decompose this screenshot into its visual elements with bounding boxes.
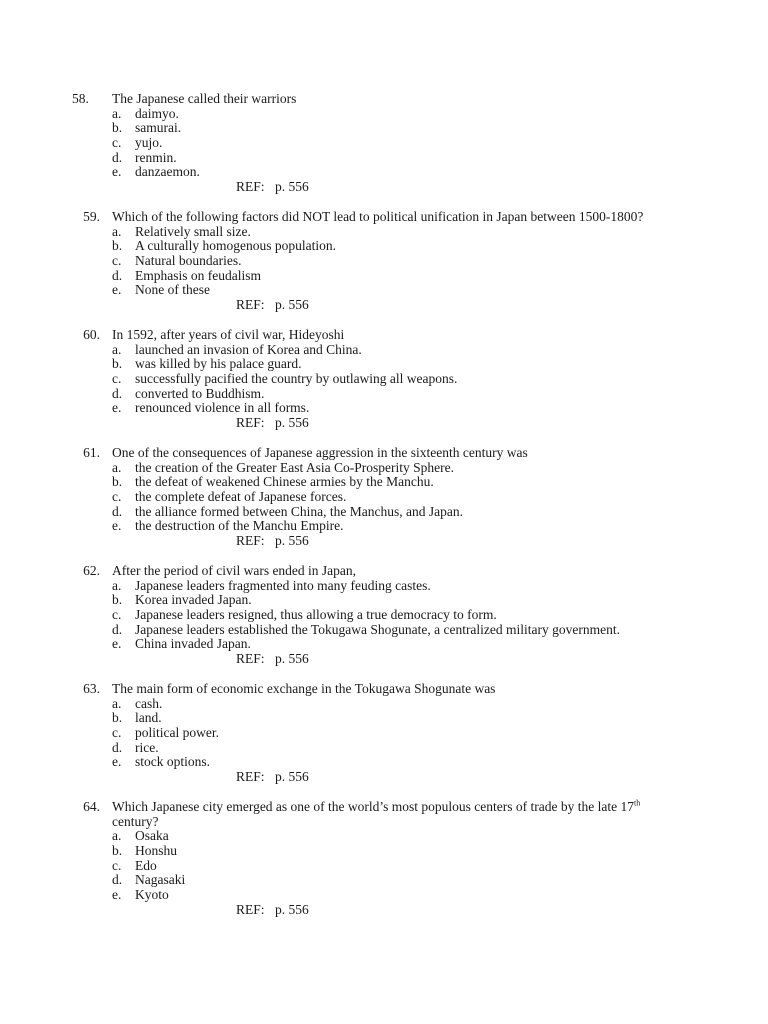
option-letter: a. [112, 577, 122, 593]
option-text: was killed by his palace guard. [135, 356, 302, 372]
option-letter: d. [112, 385, 123, 401]
option-text: None of these [135, 282, 210, 298]
option-text: converted to Buddhism. [135, 385, 265, 401]
option-text: Natural boundaries. [135, 253, 242, 269]
reference [0, 180, 768, 195]
option-text: Honshu [135, 843, 178, 859]
question-text: Which of the following factors did NOT lead to political unification in Japan between 1500-1800? [112, 209, 644, 224]
question-59 [0, 210, 768, 313]
option-b [0, 121, 768, 136]
option-e [0, 283, 768, 298]
ref-page: p. 556 [275, 415, 309, 431]
option-letter: c. [112, 253, 122, 269]
option-text: China invaded Japan. [135, 636, 251, 652]
option-d [0, 873, 768, 888]
ref-label: REF: [236, 415, 265, 431]
question-text: The Japanese called their warriors [112, 91, 297, 106]
reference [0, 903, 768, 918]
ref-label: REF: [236, 901, 265, 917]
option-letter: e. [112, 518, 122, 534]
option-letter: b. [112, 843, 123, 859]
option-letter: c. [112, 135, 122, 151]
option-letter: b. [112, 474, 123, 490]
option-c [0, 254, 768, 269]
option-letter: e. [112, 887, 122, 903]
option-a [0, 343, 768, 358]
option-d [0, 623, 768, 638]
ref-page: p. 556 [275, 297, 309, 313]
option-text: A culturally homogenous population. [135, 238, 336, 254]
option-letter: d. [112, 503, 123, 519]
option-text: Japanese leaders resigned, thus allowing a true democracy to form. [135, 607, 497, 623]
option-b [0, 593, 768, 608]
option-letter: a. [112, 105, 122, 121]
question-number: 61. [83, 445, 100, 460]
option-letter: d. [112, 267, 123, 283]
question-63 [0, 682, 768, 785]
option-letter: d. [112, 621, 123, 637]
option-d [0, 505, 768, 520]
option-text: Edo [135, 857, 157, 873]
option-letter: c. [112, 725, 122, 741]
option-text: renmin. [135, 149, 177, 165]
question-58 [0, 92, 768, 195]
ref-label: REF: [236, 651, 265, 667]
option-letter: e. [112, 164, 122, 180]
reference [0, 652, 768, 667]
option-c [0, 726, 768, 741]
ref-label: REF: [236, 533, 265, 549]
option-letter: b. [112, 120, 123, 136]
reference [0, 534, 768, 549]
question-text: In 1592, after years of civil war, Hideyoshi [112, 327, 345, 342]
option-d [0, 387, 768, 402]
reference [0, 416, 768, 431]
option-a [0, 829, 768, 844]
option-c [0, 136, 768, 151]
question-61 [0, 446, 768, 549]
option-letter: d. [112, 739, 123, 755]
option-letter: b. [112, 710, 123, 726]
question-64 [0, 800, 768, 918]
option-letter: d. [112, 149, 123, 165]
ref-label: REF: [236, 769, 265, 785]
superscript: th [633, 798, 641, 808]
ref-page: p. 556 [275, 179, 309, 195]
option-letter: c. [112, 607, 122, 623]
option-text: the defeat of weakened Chinese armies by the Manchu. [135, 474, 434, 490]
option-c [0, 608, 768, 623]
option-letter: a. [112, 695, 122, 711]
option-c [0, 372, 768, 387]
option-text: Korea invaded Japan. [135, 592, 252, 608]
option-text: Japanese leaders established the Tokugawa Shogunate, a centralized military government. [135, 621, 621, 637]
option-text: stock options. [135, 754, 211, 770]
option-d [0, 151, 768, 166]
option-letter: b. [112, 238, 123, 254]
option-text: yujo. [135, 135, 163, 151]
option-letter: a. [112, 341, 122, 357]
option-letter: e. [112, 400, 122, 416]
question-text: One of the consequences of Japanese aggression in the sixteenth century was [112, 445, 528, 460]
option-text: the complete defeat of Japanese forces. [135, 489, 347, 505]
question-number: 60. [83, 327, 100, 342]
option-text: Relatively small size. [135, 223, 251, 239]
option-text: daimyo. [135, 105, 179, 121]
option-text: rice. [135, 739, 159, 755]
option-letter: e. [112, 754, 122, 770]
ref-label: REF: [236, 297, 265, 313]
option-a [0, 579, 768, 594]
option-d [0, 269, 768, 284]
option-a [0, 225, 768, 240]
option-e [0, 165, 768, 180]
question-number: 64. [83, 799, 100, 814]
option-e [0, 888, 768, 903]
option-a [0, 107, 768, 122]
option-letter: e. [112, 282, 122, 298]
question-number: 59. [83, 209, 100, 224]
option-text: Nagasaki [135, 872, 186, 888]
option-text: cash. [135, 695, 163, 711]
question-60 [0, 328, 768, 431]
option-letter: c. [112, 489, 122, 505]
option-b [0, 711, 768, 726]
option-e [0, 755, 768, 770]
option-letter: b. [112, 356, 123, 372]
reference [0, 298, 768, 313]
ref-page: p. 556 [275, 651, 309, 667]
option-d [0, 741, 768, 756]
option-b [0, 475, 768, 490]
option-a [0, 697, 768, 712]
option-e [0, 401, 768, 416]
ref-page: p. 556 [275, 769, 309, 785]
option-text: land. [135, 710, 162, 726]
ref-page: p. 556 [275, 533, 309, 549]
option-text: launched an invasion of Korea and China. [135, 341, 362, 357]
option-letter: a. [112, 828, 122, 844]
question-text-continued: century? [112, 813, 159, 829]
option-letter: c. [112, 857, 122, 873]
option-text: Osaka [135, 828, 169, 844]
option-e [0, 519, 768, 534]
option-letter: d. [112, 872, 123, 888]
option-text: samurai. [135, 120, 182, 136]
option-text: the creation of the Greater East Asia Co-Prosperity Sphere. [135, 459, 455, 475]
option-letter: c. [112, 371, 122, 387]
option-text: renounced violence in all forms. [135, 400, 310, 416]
question-text-main: Which Japanese city emerged as one of the world’s most populous centers of trade by the late 17 [112, 799, 634, 814]
ref-label: REF: [236, 179, 265, 195]
option-text: Japanese leaders fragmented into many feuding castes. [135, 577, 431, 593]
option-text: the destruction of the Manchu Empire. [135, 518, 344, 534]
ref-page: p. 556 [275, 901, 309, 917]
option-c [0, 490, 768, 505]
option-text: Kyoto [135, 887, 169, 903]
question-text [112, 800, 640, 815]
option-text: Emphasis on feudalism [135, 267, 261, 283]
question-number: 62. [83, 563, 100, 578]
reference [0, 770, 768, 785]
option-b [0, 239, 768, 254]
option-text: political power. [135, 725, 219, 741]
option-e [0, 637, 768, 652]
option-text: the alliance formed between China, the Manchus, and Japan. [135, 503, 464, 519]
question-text: The main form of economic exchange in the Tokugawa Shogunate was [112, 681, 496, 696]
option-letter: b. [112, 592, 123, 608]
option-b [0, 357, 768, 372]
question-number: 63. [83, 681, 100, 696]
option-text: danzaemon. [135, 164, 200, 180]
option-a [0, 461, 768, 476]
option-letter: a. [112, 223, 122, 239]
option-c [0, 859, 768, 874]
question-text: After the period of civil wars ended in Japan, [112, 563, 357, 578]
option-letter: e. [112, 636, 122, 652]
question-number: 58. [72, 91, 89, 106]
option-text: successfully pacified the country by outlawing all weapons. [135, 371, 458, 387]
question-62 [0, 564, 768, 667]
option-b [0, 844, 768, 859]
option-letter: a. [112, 459, 122, 475]
